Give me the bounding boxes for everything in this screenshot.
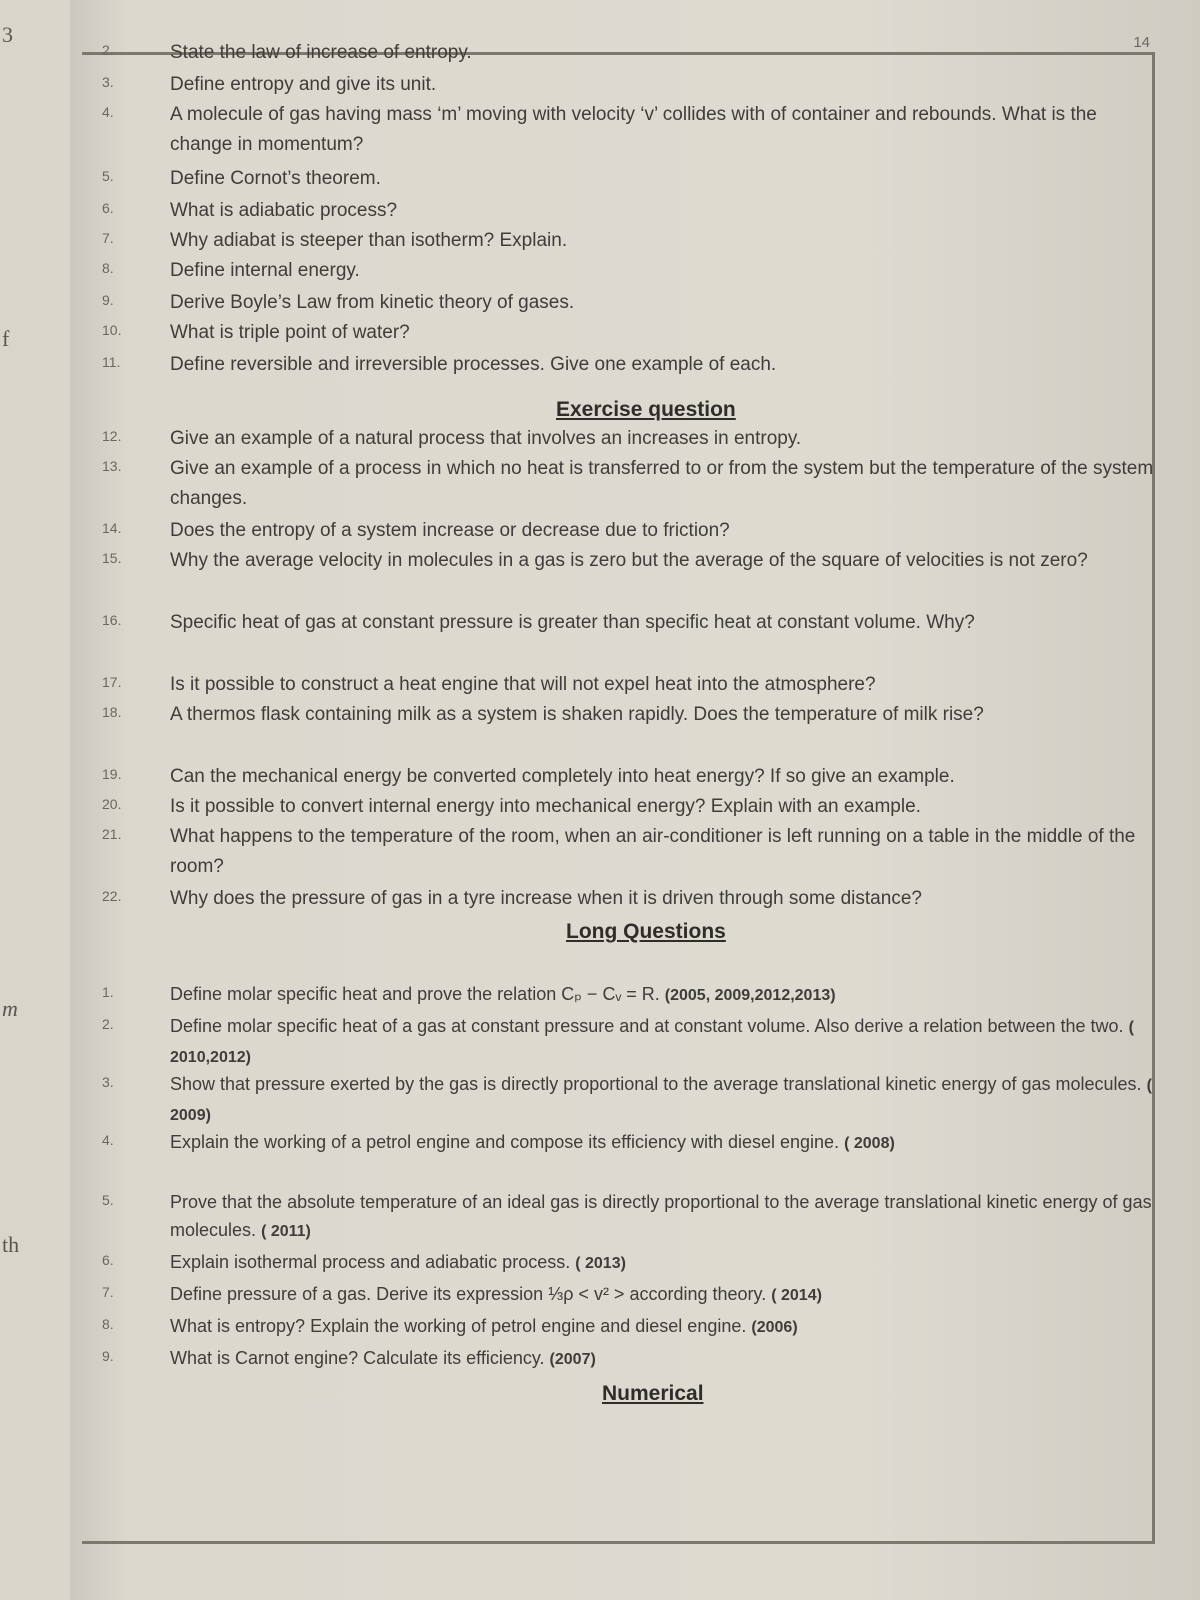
question-text: A thermos flask containing milk as a system is shaken rapidly. Does the temperature of milk rise? bbox=[170, 704, 984, 725]
question-number: 9. bbox=[102, 1348, 114, 1364]
question-text: Why does the pressure of gas in a tyre increase when it is driven through some distance? bbox=[170, 888, 922, 909]
question-text: Is it possible to construct a heat engine that will not expel heat into the atmosphere? bbox=[170, 674, 876, 695]
question-text: Why adiabat is steeper than isotherm? Explain. bbox=[170, 230, 568, 251]
question-item bbox=[70, 792, 1155, 822]
exam-years: (2006) bbox=[751, 1319, 798, 1336]
question-text: Prove that the absolute temperature of an ideal gas is directly proportional to the average translational kinetic energy of gas molecules. bbox=[170, 1192, 1152, 1240]
question-item bbox=[70, 196, 1155, 226]
question-item bbox=[70, 1070, 1155, 1130]
question-number: 22. bbox=[102, 888, 122, 904]
question-item bbox=[70, 1128, 1155, 1158]
question-item bbox=[70, 100, 1155, 160]
question-text: Why the average velocity in molecules in a gas is zero but the average of the square of velocities is not zero? bbox=[170, 550, 1088, 571]
edge-fragment: 3 bbox=[2, 22, 13, 47]
question-item bbox=[70, 608, 1155, 638]
question-number: 16. bbox=[102, 612, 122, 628]
question-number: 8. bbox=[102, 260, 114, 276]
exam-years: ( 2013) bbox=[575, 1255, 626, 1272]
question-item bbox=[70, 1344, 1155, 1374]
question-number: 10. bbox=[102, 322, 122, 338]
question-number: 13. bbox=[102, 458, 122, 474]
question-item bbox=[70, 670, 1155, 700]
question-number: 9. bbox=[102, 292, 114, 308]
question-number: 8. bbox=[102, 1316, 114, 1332]
question-number: 20. bbox=[102, 796, 122, 812]
question-item bbox=[70, 1188, 1155, 1246]
question-text: Specific heat of gas at constant pressure is greater than specific heat at constant volume. Why? bbox=[170, 612, 975, 633]
question-text: State the law of increase of entropy. bbox=[170, 42, 472, 63]
question-item bbox=[70, 700, 1155, 730]
question-number: 14. bbox=[102, 520, 122, 536]
question-number: 2. bbox=[102, 42, 114, 58]
question-item bbox=[70, 516, 1155, 546]
question-number: 6. bbox=[102, 200, 114, 216]
question-item bbox=[70, 424, 1155, 454]
question-text: Show that pressure exerted by the gas is directly proportional to the average translational kinetic energy of gas molecules. bbox=[170, 1074, 1142, 1094]
question-text: What happens to the temperature of the room, when an air-conditioner is left running on a table in the middle of the room? bbox=[170, 826, 1136, 877]
exam-years: ( 2009) bbox=[170, 1077, 1152, 1124]
question-item bbox=[70, 350, 1155, 380]
question-text: Define pressure of a gas. Derive its expression ⅓ρ < v² > according theory. bbox=[170, 1284, 767, 1304]
previous-page-edge bbox=[0, 0, 72, 1600]
edge-fragment: f bbox=[2, 326, 10, 351]
question-text: Does the entropy of a system increase or decrease due to friction? bbox=[170, 520, 730, 541]
question-text: Explain isothermal process and adiabatic process. bbox=[170, 1252, 571, 1272]
question-number: 5. bbox=[102, 1192, 114, 1208]
exercise-heading: Exercise question bbox=[556, 398, 736, 421]
question-number: 19. bbox=[102, 766, 122, 782]
question-item bbox=[70, 1312, 1155, 1342]
question-number: 3. bbox=[102, 1074, 114, 1090]
question-text: What is adiabatic process? bbox=[170, 200, 398, 221]
question-item bbox=[70, 1248, 1155, 1278]
exam-years: (2007) bbox=[549, 1351, 596, 1368]
question-number: 2. bbox=[102, 1016, 114, 1032]
edge-fragment: th bbox=[2, 1232, 20, 1257]
question-number: 18. bbox=[102, 704, 122, 720]
page-number: 14 bbox=[1133, 34, 1150, 51]
question-number: 11. bbox=[102, 354, 121, 370]
question-number: 5. bbox=[102, 168, 114, 184]
question-text: Derive Boyle’s Law from kinetic theory of gases. bbox=[170, 292, 575, 313]
question-item bbox=[70, 70, 1155, 100]
question-item bbox=[70, 884, 1155, 914]
question-item bbox=[70, 762, 1155, 792]
question-text: Define molar specific heat and prove the relation Cₚ − Cᵥ = R. bbox=[170, 984, 660, 1004]
question-number: 12. bbox=[102, 428, 122, 444]
question-text: A molecule of gas having mass ‘m’ moving with velocity ‘v’ collides with of container and rebounds. What is the change in momentum? bbox=[170, 104, 1097, 155]
book-page bbox=[70, 0, 1200, 1600]
question-number: 7. bbox=[102, 230, 114, 246]
question-item bbox=[70, 454, 1155, 514]
question-text: Explain the working of a petrol engine and compose its efficiency with diesel engine. bbox=[170, 1132, 840, 1152]
question-text: Give an example of a natural process that involves an increases in entropy. bbox=[170, 428, 802, 449]
question-item bbox=[70, 318, 1155, 348]
exam-years: ( 2008) bbox=[844, 1135, 895, 1152]
question-text: Can the mechanical energy be converted completely into heat energy? If so give an example. bbox=[170, 766, 955, 787]
question-item bbox=[70, 1012, 1155, 1072]
question-item bbox=[70, 164, 1155, 194]
question-item bbox=[70, 822, 1155, 882]
question-text: Give an example of a process in which no heat is transferred to or from the system but the temperature of the system changes. bbox=[170, 458, 1154, 509]
question-number: 17. bbox=[102, 674, 122, 690]
question-number: 4. bbox=[102, 104, 114, 120]
exam-years: ( 2011) bbox=[261, 1223, 311, 1240]
question-number: 4. bbox=[102, 1132, 114, 1148]
question-number: 21. bbox=[102, 826, 122, 842]
question-item bbox=[70, 256, 1155, 286]
question-number: 1. bbox=[102, 984, 114, 1000]
numerical-heading: Numerical bbox=[602, 1382, 704, 1405]
question-item bbox=[70, 226, 1155, 256]
edge-fragment: m bbox=[2, 996, 18, 1021]
question-text: Is it possible to convert internal energy into mechanical energy? Explain with an example. bbox=[170, 796, 921, 817]
exam-years: (2005, 2009,2012,2013) bbox=[664, 987, 836, 1004]
question-text: What is entropy? Explain the working of petrol engine and diesel engine. bbox=[170, 1316, 747, 1336]
question-number: 7. bbox=[102, 1284, 114, 1300]
long-questions-heading: Long Questions bbox=[566, 920, 726, 943]
question-number: 3. bbox=[102, 74, 114, 90]
question-item bbox=[70, 288, 1155, 318]
question-text: Define molar specific heat of a gas at constant pressure and at constant volume. Also derive a relation between the two. bbox=[170, 1016, 1124, 1036]
question-item bbox=[70, 980, 1155, 1010]
question-item bbox=[70, 38, 1155, 68]
question-item bbox=[70, 1280, 1155, 1310]
exam-years: ( 2014) bbox=[771, 1287, 822, 1304]
question-number: 6. bbox=[102, 1252, 114, 1268]
question-item bbox=[70, 546, 1155, 576]
question-text: Define internal energy. bbox=[170, 260, 360, 281]
question-text: Define reversible and irreversible processes. Give one example of each. bbox=[170, 354, 777, 375]
exam-years: ( 2010,2012) bbox=[170, 1019, 1134, 1066]
question-text: Define Cornot’s theorem. bbox=[170, 168, 381, 189]
question-text: What is triple point of water? bbox=[170, 322, 410, 343]
question-text: What is Carnot engine? Calculate its efficiency. bbox=[170, 1348, 545, 1368]
question-text: Define entropy and give its unit. bbox=[170, 74, 437, 95]
question-number: 15. bbox=[102, 550, 122, 566]
